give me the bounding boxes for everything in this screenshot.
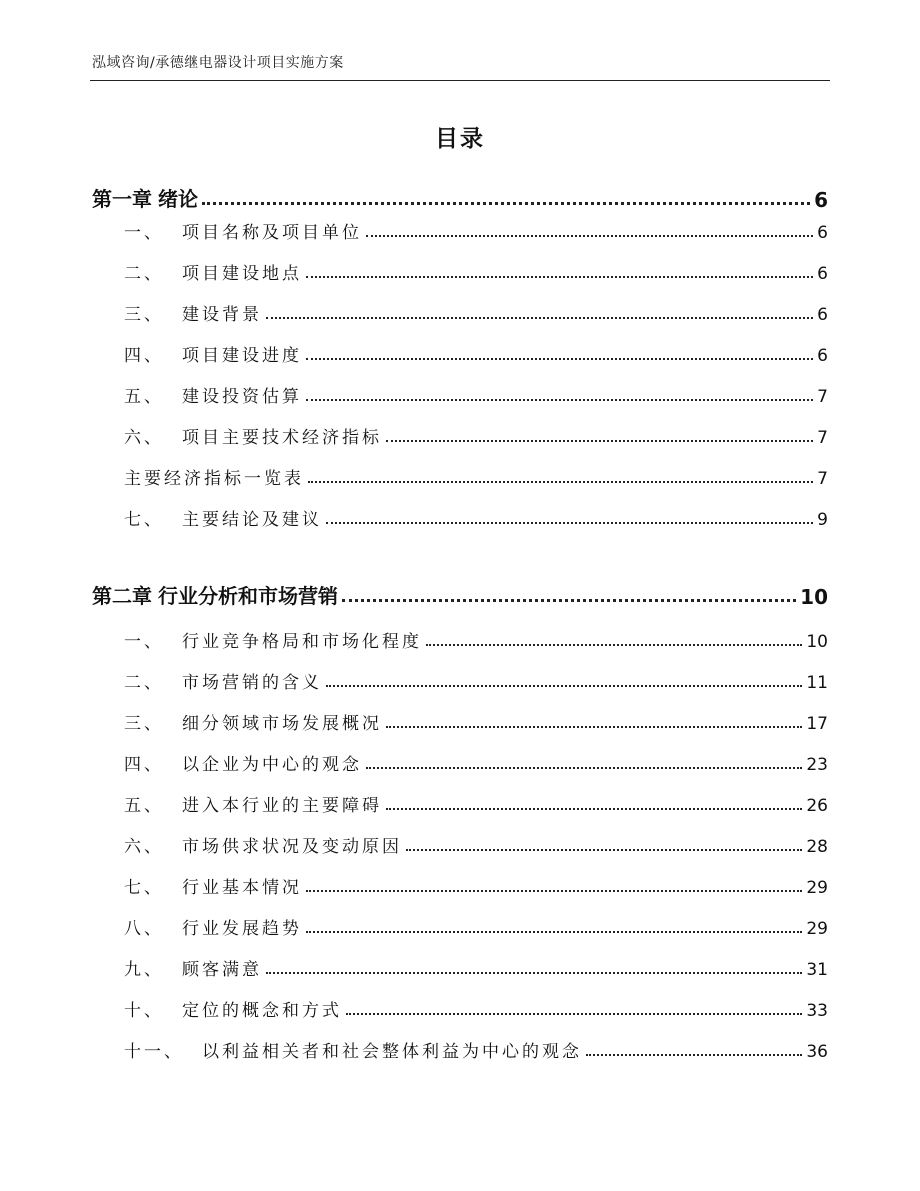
toc-entry-label <box>124 423 382 448</box>
toc-entry-number: 三、 <box>124 714 164 734</box>
toc-section-entry[interactable] <box>124 628 828 652</box>
toc-entry-label <box>92 183 198 212</box>
toc-entry-label <box>124 709 382 734</box>
toc-chapter-entry[interactable] <box>92 581 828 609</box>
toc-entry-label <box>124 668 322 693</box>
toc-entry-number: 第二章 <box>92 584 152 608</box>
toc-chapter-entry[interactable] <box>92 184 828 212</box>
toc-leader-dots <box>308 480 813 483</box>
toc-entry-number: 九、 <box>124 960 164 980</box>
toc-page-number: 31 <box>806 960 828 980</box>
toc-entry-text: 市场供求状况及变动原因 <box>182 837 402 857</box>
toc-leader-dots <box>326 684 802 687</box>
toc-section-entry[interactable] <box>124 751 828 775</box>
toc-entry-label <box>124 382 302 407</box>
toc-leader-dots <box>266 316 813 319</box>
toc-entry-number: 二、 <box>124 673 164 693</box>
toc-title: 目录 <box>435 126 485 152</box>
toc-entry-text: 项目主要技术经济指标 <box>182 428 382 448</box>
toc-entry-text: 项目建设进度 <box>182 346 302 366</box>
toc-page-number: 6 <box>817 346 828 366</box>
toc-entry-label <box>124 505 322 530</box>
toc-page-number: 17 <box>806 714 828 734</box>
toc-entry-text: 以利益相关者和社会整体利益为中心的观念 <box>202 1042 582 1062</box>
toc-entry-label <box>124 1037 582 1062</box>
toc-entry-text: 顾客满意 <box>182 960 262 980</box>
toc-entry-number: 八、 <box>124 919 164 939</box>
toc-entry-number: 第一章 <box>92 187 152 211</box>
toc-entry-label <box>124 914 302 939</box>
toc-leader-dots <box>202 201 810 205</box>
toc-page-number: 6 <box>817 264 828 284</box>
toc-entry-text: 建设投资估算 <box>182 387 302 407</box>
toc-section-entry[interactable] <box>124 383 828 407</box>
toc-entry-label <box>124 955 262 980</box>
toc-page-number: 6 <box>814 188 828 212</box>
toc-entry-text: 行业基本情况 <box>182 878 302 898</box>
toc-entry-text: 定位的概念和方式 <box>182 1001 342 1021</box>
toc-entry-label <box>124 832 402 857</box>
toc-page-number: 29 <box>806 919 828 939</box>
toc-page-number: 28 <box>806 837 828 857</box>
toc-page-number: 36 <box>806 1042 828 1062</box>
toc-section-entry[interactable] <box>124 424 828 448</box>
toc-entry-number: 六、 <box>124 428 164 448</box>
toc-entry-label <box>124 791 382 816</box>
toc-entry-text: 市场营销的含义 <box>182 673 322 693</box>
toc-leader-dots <box>586 1053 802 1056</box>
toc-entry-label <box>124 464 304 489</box>
toc-entry-number: 五、 <box>124 796 164 816</box>
toc-entry-label <box>92 580 338 609</box>
toc-leader-dots <box>306 398 813 401</box>
toc-entry-number: 一、 <box>124 223 164 243</box>
toc-leader-dots <box>406 848 802 851</box>
toc-entry-number: 七、 <box>124 878 164 898</box>
toc-entry-text: 主要结论及建议 <box>182 510 322 530</box>
toc-page-number: 23 <box>806 755 828 775</box>
toc-section-entry[interactable] <box>124 219 828 243</box>
toc-page-number: 11 <box>806 673 828 693</box>
toc-leader-dots <box>306 275 813 278</box>
toc-entry-text: 以企业为中心的观念 <box>182 755 362 775</box>
toc-page-number: 7 <box>817 387 828 407</box>
toc-entry-number: 十一、 <box>124 1042 184 1062</box>
toc-entry-label <box>124 341 302 366</box>
toc-page-number: 29 <box>806 878 828 898</box>
header-rule <box>90 80 830 81</box>
toc-entry-label <box>124 259 302 284</box>
toc-entry-text: 项目名称及项目单位 <box>182 223 362 243</box>
toc-section-entry[interactable] <box>124 342 828 366</box>
toc-entry-text: 项目建设地点 <box>182 264 302 284</box>
toc-entry-text: 建设背景 <box>182 305 262 325</box>
toc-leader-dots <box>386 807 802 810</box>
toc-section-entry[interactable] <box>124 915 828 939</box>
toc-page-number: 6 <box>817 305 828 325</box>
toc-section-entry[interactable] <box>124 997 828 1021</box>
toc-entry-number: 四、 <box>124 346 164 366</box>
toc-entry-number: 二、 <box>124 264 164 284</box>
toc-section-entry[interactable] <box>124 874 828 898</box>
toc-entry-label <box>124 873 302 898</box>
toc-page-number: 7 <box>817 428 828 448</box>
toc-leader-dots <box>366 234 813 237</box>
toc-leader-dots <box>342 598 796 602</box>
toc-leader-dots <box>266 971 802 974</box>
toc-section-entry[interactable] <box>124 710 828 734</box>
toc-section-entry[interactable] <box>124 833 828 857</box>
toc-section-entry[interactable] <box>124 260 828 284</box>
toc-section-entry[interactable] <box>124 956 828 980</box>
toc-page-number: 7 <box>817 469 828 489</box>
toc-section-entry[interactable] <box>124 506 828 530</box>
toc-section-entry[interactable] <box>124 301 828 325</box>
toc-page-number: 33 <box>806 1001 828 1021</box>
toc-leader-dots <box>326 521 813 524</box>
toc-section-entry[interactable] <box>124 792 828 816</box>
toc-entry-text: 主要经济指标一览表 <box>124 469 304 489</box>
toc-entry-number: 一、 <box>124 632 164 652</box>
toc-leader-dots <box>306 357 813 360</box>
toc-section-entry[interactable] <box>124 1038 828 1062</box>
toc-entry-text: 行业竞争格局和市场化程度 <box>182 632 422 652</box>
toc-leader-dots <box>386 439 813 442</box>
toc-entry-label <box>124 996 342 1021</box>
toc-leader-dots <box>306 889 802 892</box>
toc-leader-dots <box>306 930 802 933</box>
toc-leader-dots <box>386 725 802 728</box>
toc-leader-dots <box>426 643 802 646</box>
toc-entry-label <box>124 750 362 775</box>
toc-entry-text: 绪论 <box>158 187 198 211</box>
toc-entry-number: 五、 <box>124 387 164 407</box>
toc-page-number: 6 <box>817 223 828 243</box>
toc-entry-text: 行业分析和市场营销 <box>158 584 338 608</box>
toc-entry-number: 四、 <box>124 755 164 775</box>
toc-entry-label <box>124 218 362 243</box>
toc-entry-number: 十、 <box>124 1001 164 1021</box>
toc-entry-label <box>124 627 422 652</box>
toc-page-number: 9 <box>817 510 828 530</box>
toc-entry-label <box>124 300 262 325</box>
toc-section-entry[interactable] <box>124 465 828 489</box>
toc-leader-dots <box>366 766 802 769</box>
toc-page-number: 10 <box>806 632 828 652</box>
toc-entry-number: 三、 <box>124 305 164 325</box>
toc-entry-number: 六、 <box>124 837 164 857</box>
toc-page-number: 10 <box>800 585 828 609</box>
running-header: 泓域咨询/承德继电器设计项目实施方案 <box>92 55 344 71</box>
toc-entry-number: 七、 <box>124 510 164 530</box>
toc-entry-text: 行业发展趋势 <box>182 919 302 939</box>
toc-entry-text: 细分领域市场发展概况 <box>182 714 382 734</box>
toc-page-number: 26 <box>806 796 828 816</box>
toc-leader-dots <box>346 1012 802 1015</box>
toc-entry-text: 进入本行业的主要障碍 <box>182 796 382 816</box>
toc-section-entry[interactable] <box>124 669 828 693</box>
